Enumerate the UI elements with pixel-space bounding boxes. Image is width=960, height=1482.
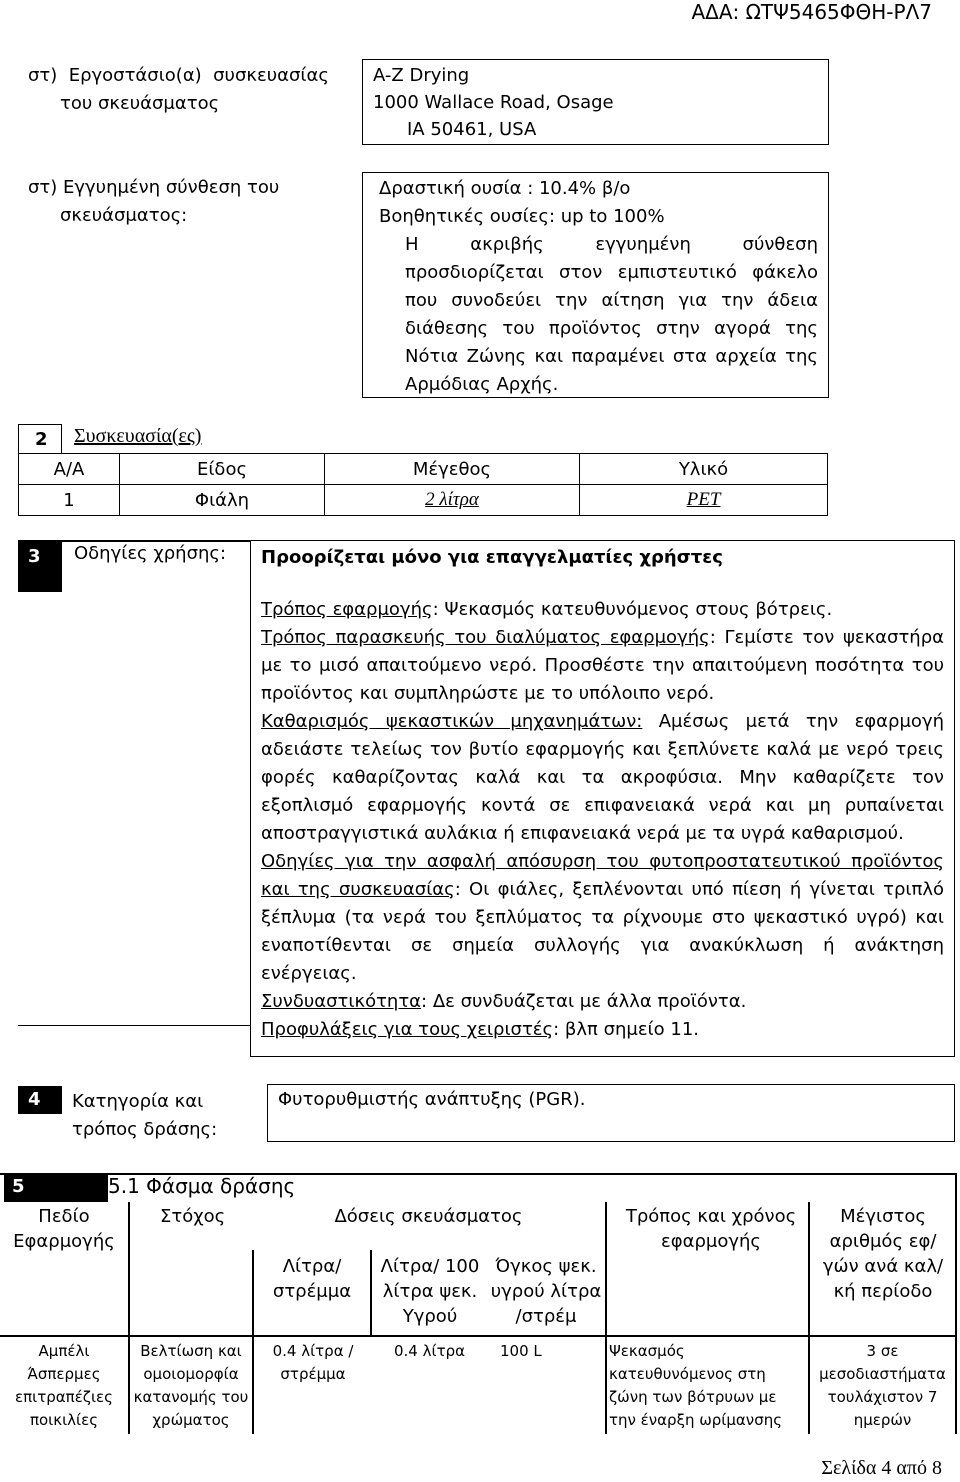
instr-compatibility: [261, 988, 944, 1016]
row-spray-volume: 100 L: [500, 1342, 542, 1360]
instructions-heading: Προορίζεται μόνο για επαγγελματίες χρήστες: [261, 547, 723, 568]
page-number: Σελίδα 4 από 8: [821, 1457, 942, 1479]
instr-application-text: : Ψεκασμός κατευθυνόμενος στους βότρεις.: [432, 599, 833, 620]
row-dose-per-100l: 0.4 λίτρα: [394, 1342, 466, 1360]
instr-compatibility-text: : Δε συνδυάζεται με άλλα προϊόντα.: [421, 991, 747, 1012]
active-substance: Δραστική ουσία : 10.4% β/ο: [379, 178, 631, 199]
s5-vline-2: [252, 1250, 254, 1434]
section4-label-line2: τρόπος δράσης:: [72, 1119, 218, 1140]
section3-label: Οδηγίες χρήσης:: [74, 543, 227, 564]
instr-precautions: [261, 1016, 944, 1044]
s5-vline-3: [370, 1250, 372, 1336]
instr-application: [261, 596, 944, 624]
col-spray-volume: Όγκος ψεκ. υγρού λίτρα /στρέμ: [490, 1256, 602, 1327]
composition-label-line1: στ) Εγγυημένη σύνθεση του: [28, 177, 280, 198]
composition-note: Η ακριβής εγγυημένη σύνθεση προσδιορίζεται στον εμπιστευτικό φάκελο που συνοδεύει την αίτηση για την άδεια διάθεσης του προϊόντος στην αγορά της Νότια Ζώνης και παραμένει στα αρχεία της Αρμόδιας Αρχής.: [405, 234, 818, 395]
factory-label-line1: στ) Εργοστάσιο(α) συσκευασίας: [28, 65, 329, 86]
header-material: Υλικό: [580, 454, 828, 485]
instr-precautions-label: Προφυλάξεις για τους χειριστές: [261, 1019, 554, 1040]
instr-cleaning-label: Καθαρισμός ψεκαστικών μηχανημάτων:: [261, 711, 643, 732]
instr-disposal-label: Οδηγίες για την ασφαλή απόσυρση του φυτοπροστατευτικού προϊόντος και της συσκευασίας: [261, 851, 944, 900]
col-dose-per-stremma: Λίτρα/ στρέμμα: [272, 1256, 352, 1302]
section2-number: 2: [35, 429, 48, 450]
factory-city: IA 50461, USA: [407, 119, 537, 140]
composition-box: [362, 172, 829, 398]
instr-disposal-text: : Οι φιάλες, ξεπλένονται υπό πίεση ή γίνεται τριπλό ξέπλυμα (τα νερά του ξεπλύματος τα ρίχνουμε στο ψεκαστικό υγρό) και εναποτίθενται σε σημεία συλλογής για ανακύκλωση ή ανάκτηση ενέργειας.: [261, 879, 944, 984]
auxiliary-substances: Βοηθητικές ουσίες: up to 100%: [379, 206, 665, 227]
section3-bottom-rule: [18, 1025, 250, 1026]
row-target: Βελτίωση και ομοιομορφία κατανομής του χρώματος: [133, 1342, 249, 1429]
instr-cleaning: [261, 708, 944, 848]
col-doses: Δόσεις σκευάσματος: [334, 1206, 523, 1227]
factory-label-line2: του σκευάσματος: [60, 93, 220, 114]
row-aa: 1: [19, 485, 120, 516]
section4-label: [72, 1088, 217, 1144]
packaging-header-row: [19, 454, 828, 485]
instr-preparation-text: : Γεμίστε τον ψεκαστήρα με το μισό απαιτούμενο νερό. Προσθέστε την απαιτούμενη ποσότητα του προϊόντος και συμπληρώστε με το υπόλοιπο νερό.: [261, 627, 944, 704]
s5-vline-4: [605, 1202, 607, 1434]
section3-number: 3: [28, 546, 41, 567]
section4-number-box: [18, 1086, 62, 1114]
instr-precautions-text: : βλπ σημείο 11.: [553, 1019, 700, 1040]
header-aa: Α/Α: [19, 454, 120, 485]
col-field: Πεδίο Εφαρμογής: [13, 1206, 115, 1252]
row-method: Ψεκασμός κατευθυνόμενος στη ζώνη των βότρυων με την έναρξη ωρίμανσης: [609, 1342, 783, 1429]
section3-top-rule: [18, 540, 250, 542]
section4-value-box: [267, 1084, 955, 1142]
row-size: 2 λίτρα: [325, 485, 580, 516]
row-material: PET: [580, 485, 828, 516]
instr-application-label: Τρόπος εφαρμογής: [261, 599, 433, 620]
col-max-applications: Μέγιστος αριθμός εφ/γών ανά καλ/κή περίοδο: [822, 1206, 944, 1302]
instr-preparation-label: Τρόπος παρασκευής του διαλύματος εφαρμογής: [261, 627, 710, 648]
row-type: Φιάλη: [120, 485, 325, 516]
factory-value-box: [362, 59, 829, 145]
row-max-applications: 3 σε μεσοδιαστήματα τουλάχιστον 7 ημερών: [819, 1342, 946, 1429]
section2-title: Συσκευασία(ες): [74, 425, 202, 447]
instructions-box: [250, 540, 955, 1057]
ada-code: ΑΔΑ: ΩΤΨ5465ΦΘΗ-ΡΛ7: [691, 0, 932, 24]
composition-label-line2: σκευάσματος:: [60, 205, 188, 226]
row-field: Αμπέλι Άσπερμες επιτραπέζιες ποικιλίες: [15, 1342, 113, 1429]
col-target: Στόχος: [160, 1206, 226, 1227]
instr-compatibility-label: Συνδυαστικότητα: [261, 991, 422, 1012]
factory-name: A-Z Drying: [373, 65, 470, 86]
factory-label: [28, 62, 329, 118]
instr-preparation: [261, 624, 944, 708]
section4-value: Φυτορυθμιστής ανάπτυξης (PGR).: [278, 1089, 586, 1110]
row-dose-per-stremma: 0.4 λίτρα / στρέμμα: [272, 1342, 354, 1383]
header-size: Μέγεθος: [325, 454, 580, 485]
section4-number: 4: [28, 1089, 41, 1110]
section3-number-box: [18, 540, 62, 592]
section5-number: 5: [12, 1176, 25, 1197]
col-dose-per-100l: Λίτρα/ 100 λίτρα ψεκ. Υγρού: [380, 1256, 480, 1327]
s5-rule-header-bottom: [0, 1335, 955, 1337]
s5-rule-top: [0, 1173, 955, 1175]
s5-vline-right: [955, 1173, 957, 1434]
section5-number-box: [4, 1174, 108, 1202]
factory-address: 1000 Wallace Road, Osage: [373, 92, 614, 113]
section5-title: 5.1 Φάσμα δράσης: [108, 1174, 296, 1198]
col-method: Τρόπος και χρόνος εφαρμογής: [625, 1206, 797, 1252]
instr-cleaning-text: Αμέσως μετά την εφαρμογή αδειάστε τελείως τον βυτίο εφαρμογής και ξεπλύνετε καλά με νερό τρεις φορές καθαρίζοντας καλά και τα ακροφύσια. Μην καθαρίζετε τον εξοπλισμό εφαρμογής κοντά σε επιφανειακά νερά και μη ρυπαίνεται αποστραγγιστικά αυλάκια ή επιφανειακά νερά με τα υγρά καθαρισμού.: [261, 711, 944, 844]
packaging-table: [18, 453, 828, 516]
composition-label: [28, 174, 279, 230]
instr-disposal: [261, 848, 944, 988]
packaging-row: [19, 485, 828, 516]
section2-number-box: [18, 424, 62, 454]
header-type: Είδος: [120, 454, 325, 485]
section4-label-line1: Κατηγορία και: [72, 1091, 204, 1112]
